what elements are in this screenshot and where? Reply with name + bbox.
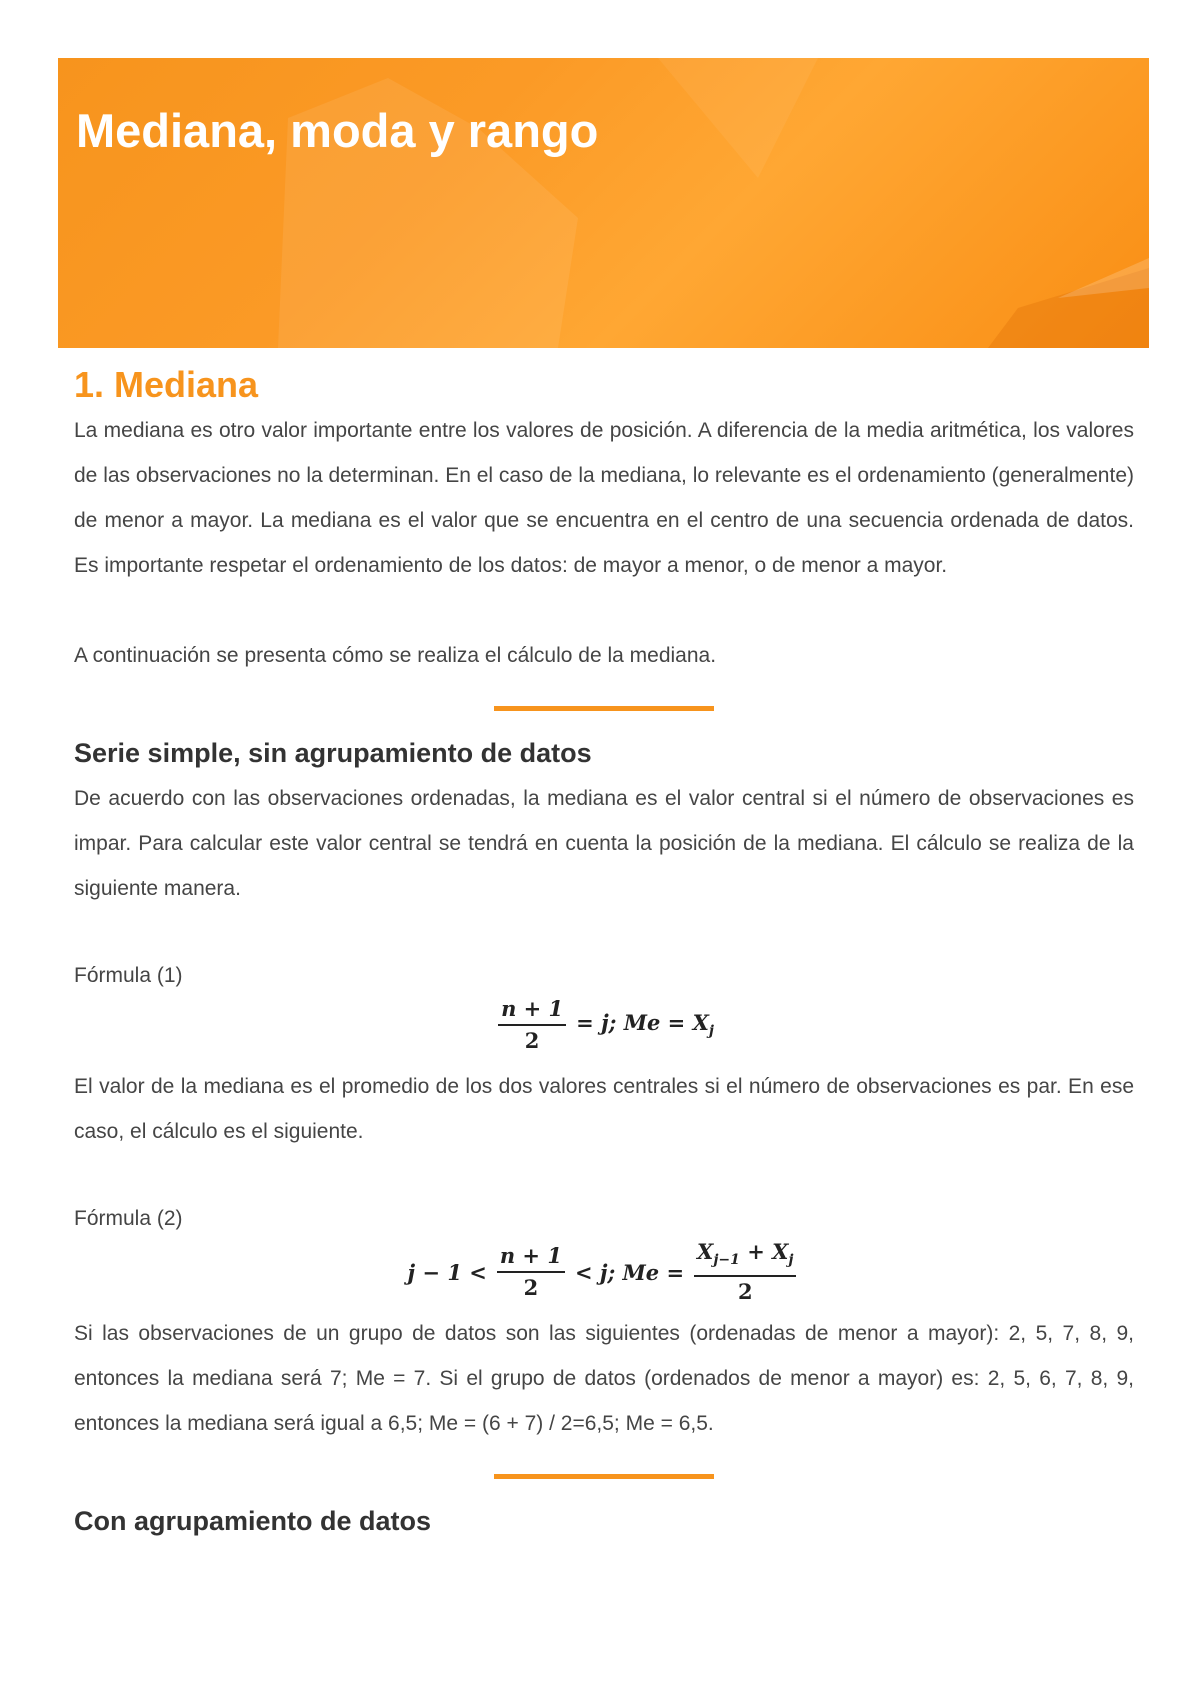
subheading-serie-simple: Serie simple, sin agrupamiento de datos: [74, 738, 592, 768]
formula-2-numerator: n + 1: [497, 1243, 565, 1273]
formula-2-label: Fórmula (2): [74, 1207, 183, 1230]
formula-2-numerator-2: $X_{j-1} + X_j$: [694, 1239, 796, 1277]
formula-1-denominator: 2: [524, 1028, 540, 1053]
page-title: Mediana, moda y rango: [76, 104, 599, 157]
lead-paragraph: A continuación se presenta cómo se realiza el cálculo de la mediana.: [74, 644, 717, 667]
section-divider: [494, 706, 714, 711]
formula-2-left: j − 1 <: [407, 1259, 487, 1285]
even-observations-paragraph: El valor de la mediana es el promedio de los dos valores centrales si el número de observaciones es par. En ese caso, el cálculo es el siguiente.: [74, 1075, 1134, 1143]
subheading-con-agrupamiento: Con agrupamiento de datos: [74, 1506, 432, 1537]
formula-1-label: Fórmula (1): [74, 964, 183, 987]
formula-2-denominator: 2: [523, 1275, 539, 1301]
section-heading-mediana: 1. Mediana: [74, 364, 259, 405]
formula-1-rest: = j; $Me = X_j$: [576, 1010, 714, 1040]
formula-2-denominator-2: 2: [737, 1279, 753, 1305]
formula-2-mid: < j; Me =: [574, 1259, 685, 1285]
example-paragraph: Si las observaciones de un grupo de datos son las siguientes (ordenadas de menor a mayor): 2, 5, 7, 8, 9, entonces la mediana será 7; Me = 7. Si el grupo de datos (ordenados de menor a mayor) es: 2, 5, 6, 7, 8, 9, entonces la mediana será igual a 6,5; Me = (6 + 7) / 2=6,5; Me = 6,5.: [74, 1322, 1134, 1436]
intro-paragraph: La mediana es otro valor importante entre los valores de posición. A diferencia de la media aritmética, los valores de las observaciones no la determinan. En el caso de la mediana, lo relevante es el ordenamiento (generalmente) de menor a mayor. La mediana es el valor que se encuentra en el centro de una secuencia ordenada de datos. Es importante respetar el ordenamiento de los datos: de mayor a menor, o de menor a mayor.: [74, 419, 1134, 577]
formula-1-numerator: n + 1: [498, 996, 566, 1026]
section-divider-2: [494, 1474, 714, 1479]
formula-2: [74, 1239, 1134, 1305]
banner-decoration: [58, 58, 1149, 348]
formula-1: [74, 996, 1134, 1054]
serie-simple-paragraph: De acuerdo con las observaciones ordenadas, la mediana es el valor central si el número de observaciones es impar. Para calcular este valor central se tendrá en cuenta la posición de la mediana. El cálculo se realiza de la siguiente manera.: [74, 787, 1134, 900]
document-body: [74, 362, 1134, 1544]
header-banner: [58, 58, 1149, 348]
